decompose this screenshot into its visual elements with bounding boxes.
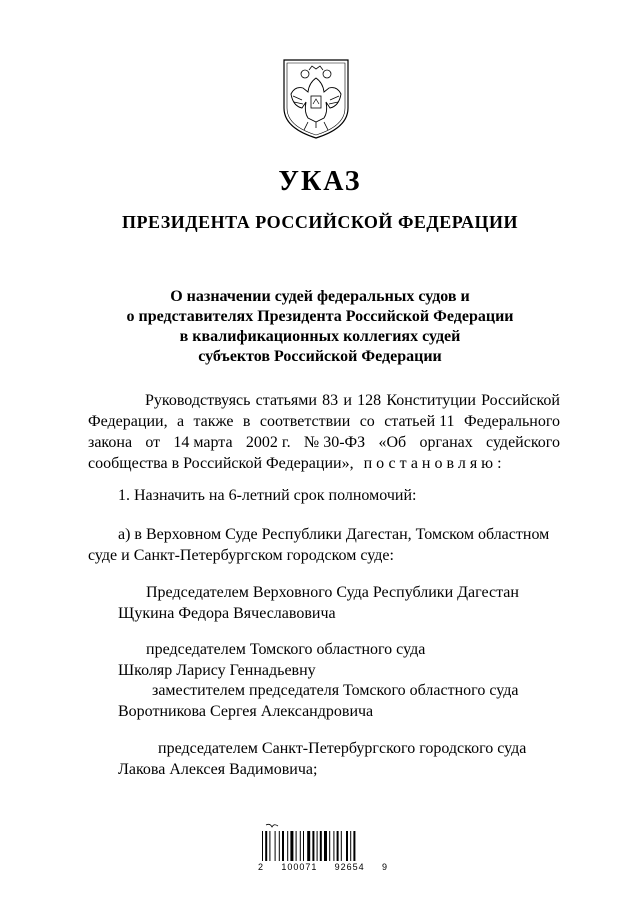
subject-line: О назначении судей федеральных судов и <box>170 288 470 305</box>
word: Руководствуясь <box>145 392 251 409</box>
item-1: 1. Назначить на 6-летний срок полномочий: <box>118 487 417 504</box>
decree-word: постановляю: <box>363 455 506 472</box>
barcode-digits: 2 <box>258 862 265 872</box>
barcode-digits: 100071 <box>281 862 318 872</box>
word: статьями <box>255 392 317 409</box>
word: от <box>145 434 161 451</box>
word: Российской <box>481 392 560 409</box>
word: 128 <box>357 392 382 409</box>
word: сообщества в Российской Федерации», <box>88 455 354 472</box>
preamble-line <box>88 453 560 474</box>
word: 14 марта <box>173 434 233 451</box>
word: 83 <box>322 392 339 409</box>
word: закона <box>88 434 133 451</box>
appointment-name: Школяр Ларису Геннадьевну <box>118 662 316 679</box>
decree-subtitle: ПРЕЗИДЕНТА РОССИЙСКОЙ ФЕДЕРАЦИИ <box>122 212 518 232</box>
preamble-line <box>88 390 560 411</box>
appointment-name: Воротникова Сергея Александровича <box>118 703 374 720</box>
barcode-number <box>258 862 388 872</box>
word: также <box>193 413 234 430</box>
word: Федерации, <box>88 413 168 430</box>
decree-title: УКАЗ <box>278 166 362 197</box>
subject-line: о представителях Президента Российской Федерации <box>126 308 514 325</box>
item-a-line: суде и Санкт-Петербургском городском суде: <box>88 547 394 564</box>
appointment-position: Председателем Верховного Суда Республики Дагестан <box>146 584 519 601</box>
subject-line: в квалификационных коллегиях судей <box>179 328 461 345</box>
word: Конституции <box>386 392 476 409</box>
subject-line: субъектов Российской Федерации <box>198 348 442 365</box>
word: № 30-ФЗ <box>303 434 366 451</box>
preamble-paragraph <box>88 390 560 474</box>
coat-of-arms-icon <box>278 56 354 140</box>
word: и <box>343 392 352 409</box>
appointment-position: заместителем председателя Томского областного суда <box>152 682 519 699</box>
barcode-digits: 9 <box>381 862 388 872</box>
decree-subject <box>0 287 640 367</box>
word: 2002 г. <box>245 434 291 451</box>
appointment-position: председателем Томского областного суда <box>146 641 426 658</box>
appointment-position: председателем Санкт-Петербургского городского суда <box>158 740 527 757</box>
appointment-name: Лакова Алексея Вадимовича; <box>118 761 318 778</box>
barcode-digits: 92654 <box>334 862 365 872</box>
preamble-line <box>88 411 560 432</box>
preamble-line <box>88 432 560 453</box>
word: Федерального <box>463 413 560 430</box>
word: а <box>176 413 185 430</box>
appointment-name: Щукина Федора Вячеславовича <box>118 605 336 622</box>
item-a-line: а) в Верховном Суде Республики Дагестан, Томском областном <box>118 526 550 543</box>
word: статьей 11 <box>384 413 455 430</box>
word: в <box>242 413 251 430</box>
word: «Об <box>378 434 407 451</box>
word: органах <box>419 434 473 451</box>
word: соответствии <box>259 413 351 430</box>
word: со <box>359 413 375 430</box>
word: судейского <box>486 434 560 451</box>
